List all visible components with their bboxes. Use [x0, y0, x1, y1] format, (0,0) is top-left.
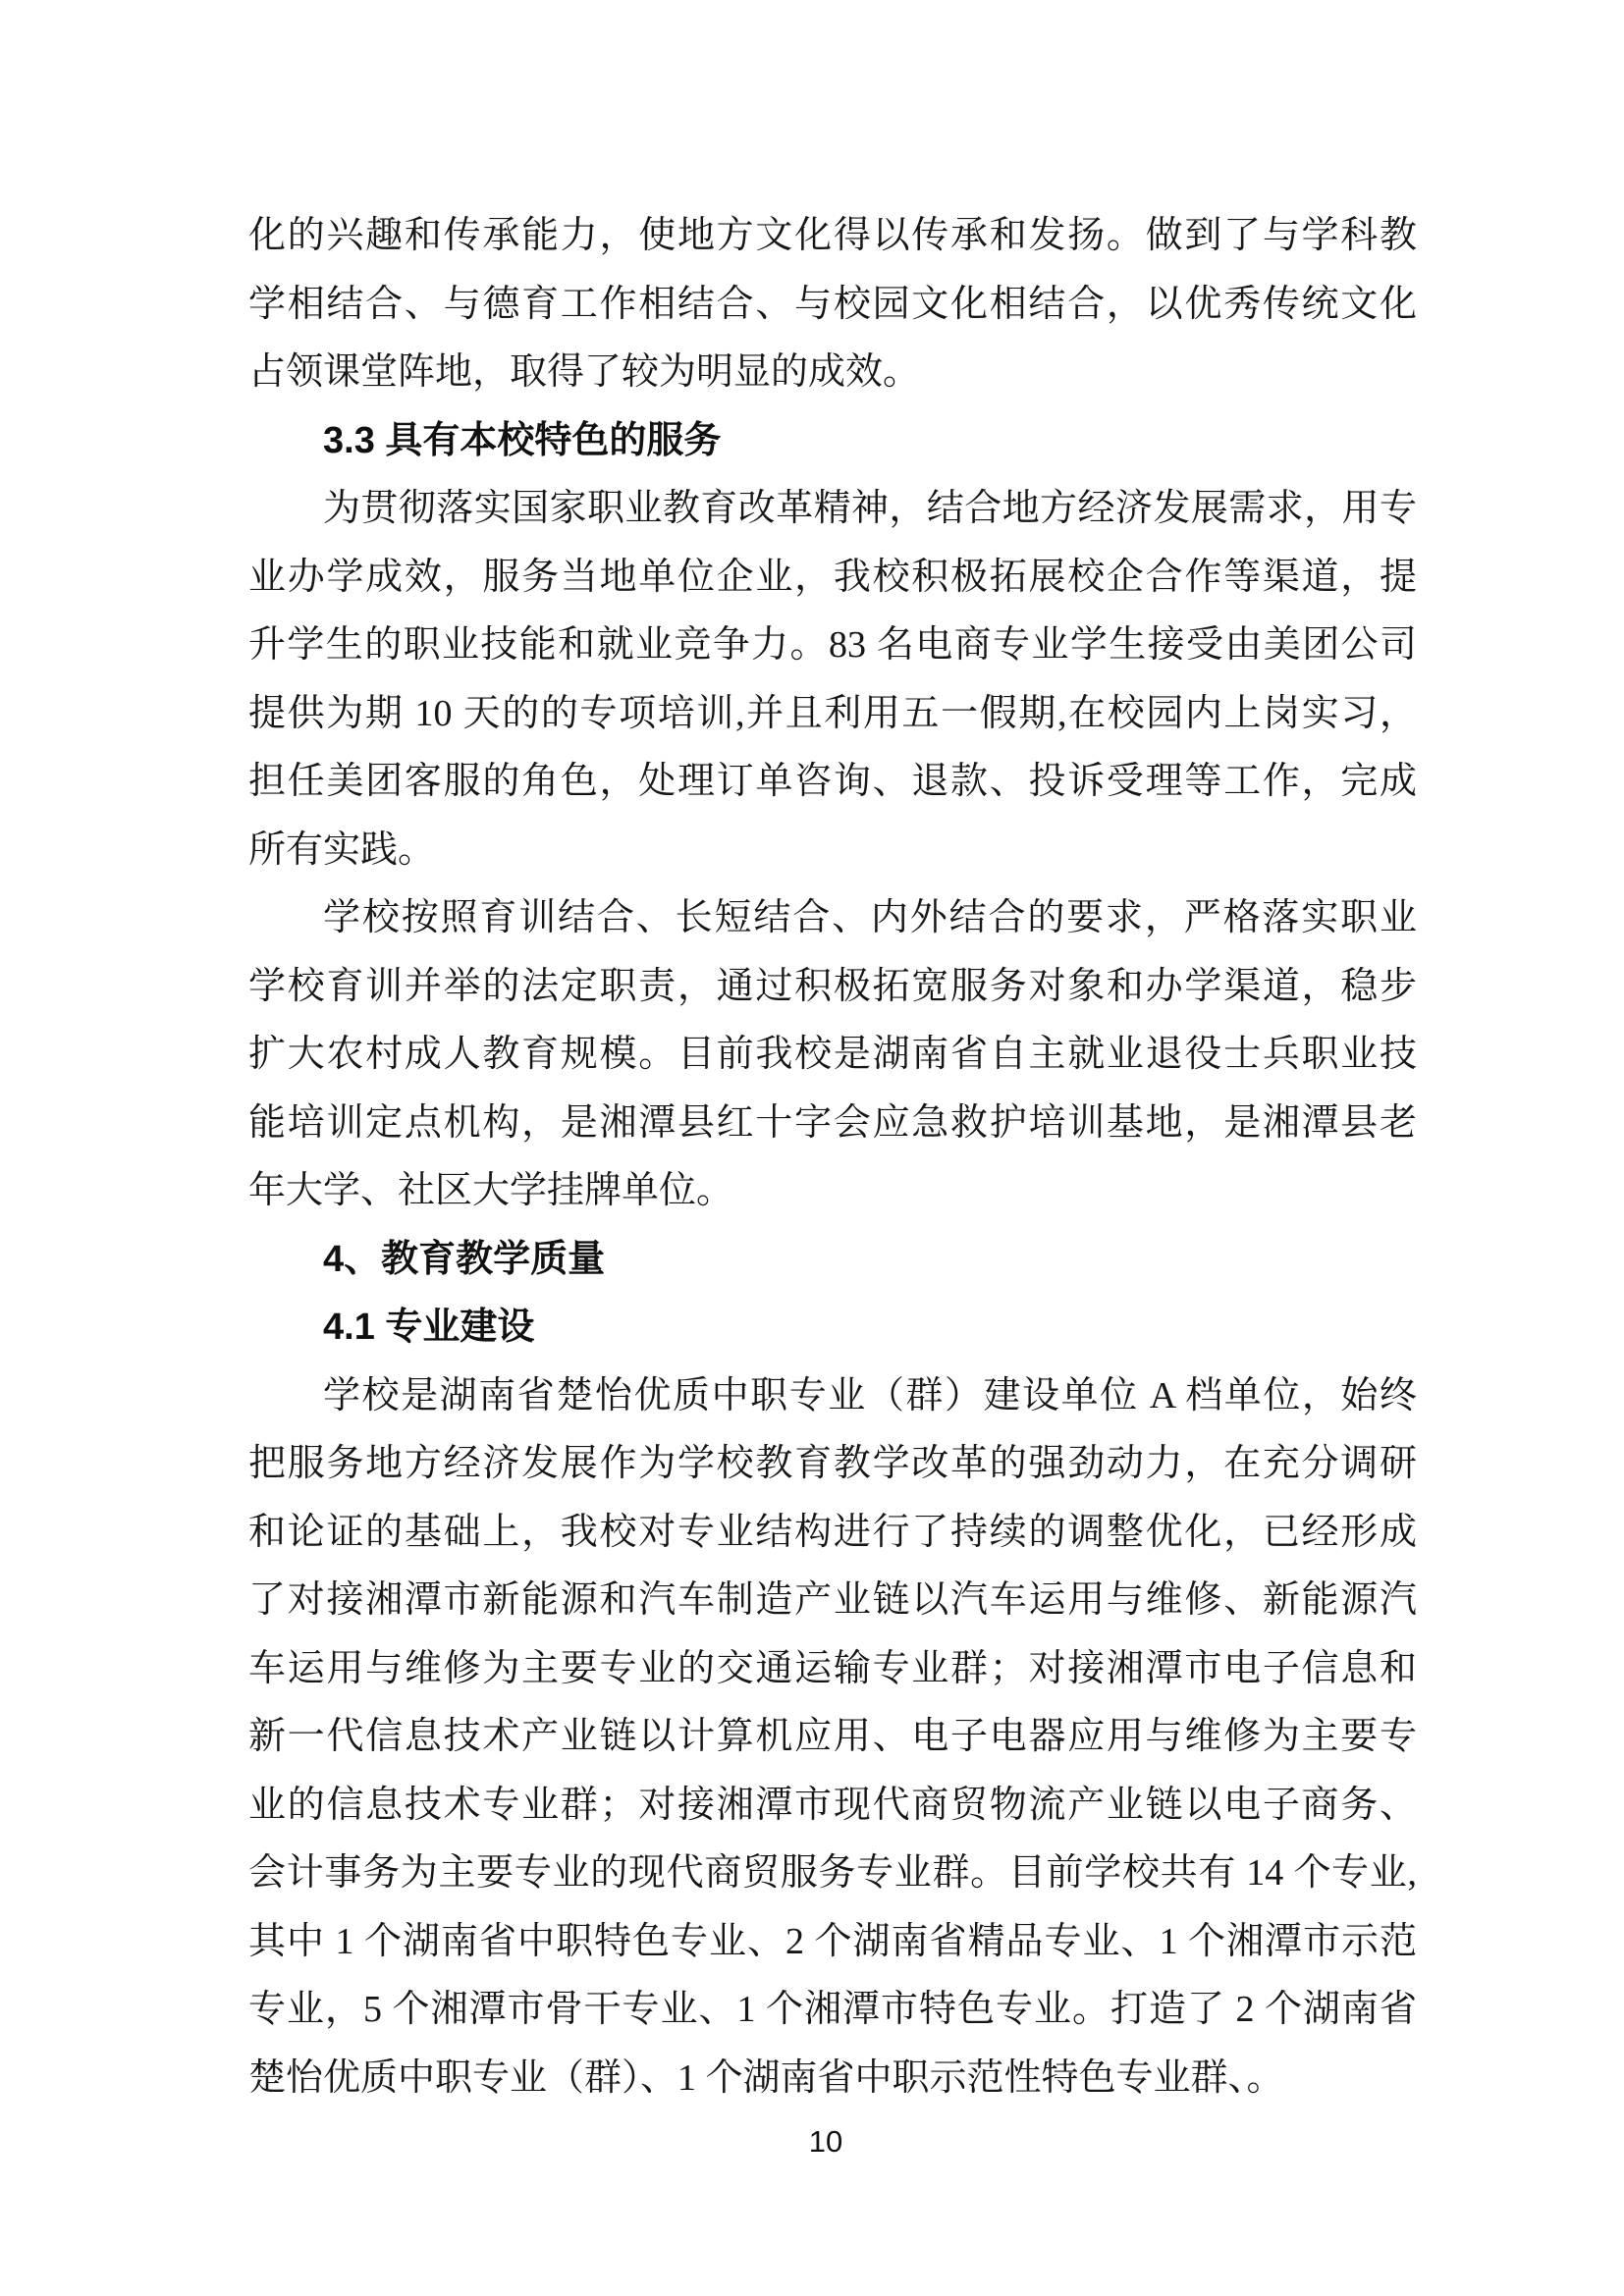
text-line: 提供为期 10 天的的专项培训,并且利用五一假期,在校园内上岗实习，: [248, 692, 1417, 734]
text-line: 车运用与维修为主要专业的交通运输专业群；对接湘潭市电子信息和: [248, 1647, 1417, 1689]
text-line: 新一代信息技术产业链以计算机应用、电子电器应用与维修为主要专: [248, 1716, 1417, 1757]
text-line: 了对接湘潭市新能源和汽车制造产业链以汽车运用与维修、新能源汽: [248, 1579, 1417, 1621]
text-line: 学校是湖南省楚怡优质中职专业（群）建设单位 A 档单位，始终: [323, 1374, 1417, 1416]
section-heading-3-3: 3.3 具有本校特色的服务: [323, 419, 722, 461]
text-line: 占领课堂阵地，取得了较为明显的成效。: [248, 351, 921, 393]
text-line: 专业，5 个湘潭市骨干专业、1 个湘潭市特色专业。打造了 2 个湖南省: [248, 1989, 1417, 2030]
text-line: 学相结合、与德育工作相结合、与校园文化相结合，以优秀传统文化: [248, 283, 1417, 325]
text-line: 化的兴趣和传承能力，使地方文化得以传承和发扬。做到了与学科教: [248, 215, 1417, 256]
text-line: 楚怡优质中职专业（群）、1 个湖南省中职示范性特色专业群、。: [248, 2056, 1284, 2099]
text-line: 学校按照育训结合、长短结合、内外结合的要求，严格落实职业: [323, 897, 1417, 938]
section-heading-4-1: 4.1 专业建设: [323, 1307, 535, 1348]
text-line: 扩大农村成人教育规模。目前我校是湖南省自主就业退役士兵职业技: [248, 1034, 1417, 1075]
text-line: 业的信息技术专业群；对接湘潭市现代商贸物流产业链以电子商务、: [248, 1784, 1417, 1826]
document-body: [248, 202, 1417, 2112]
text-line: 担任美团客服的角色，处理订单咨询、退款、投诉受理等工作，完成: [248, 761, 1417, 802]
text-line: 为贯彻落实国家职业教育改革精神，结合地方经济发展需求，用专: [323, 488, 1417, 529]
text-line: 其中 1 个湖南省中职特色专业、2 个湖南省精品专业、1 个湘潭市示范: [248, 1920, 1417, 1962]
text-line: 学校育训并举的法定职责，通过积极拓宽服务对象和办学渠道，稳步: [248, 965, 1417, 1007]
text-line: 和论证的基础上，我校对专业结构进行了持续的调整优化，已经形成: [248, 1511, 1417, 1553]
text-line: 能培训定点机构，是湘潭县红十字会应急救护培训基地，是湘潭县老: [248, 1101, 1417, 1144]
page-number: 10: [808, 2124, 843, 2159]
text-line: 会计事务为主要专业的现代商贸服务专业群。目前学校共有 14 个专业,: [248, 1852, 1417, 1894]
text-line: 把服务地方经济发展作为学校教育教学改革的强劲动力，在充分调研: [248, 1443, 1417, 1484]
text-line: 升学生的职业技能和就业竞争力。83 名电商专业学生接受由美团公司: [248, 624, 1417, 666]
text-line: 年大学、社区大学挂牌单位。: [248, 1170, 734, 1211]
section-heading-4: 4、教育教学质量: [323, 1238, 606, 1280]
text-line: 业办学成效，服务当地单位企业，我校积极拓展校企合作等渠道，提: [248, 556, 1417, 598]
text-line: 所有实践。: [248, 828, 436, 871]
